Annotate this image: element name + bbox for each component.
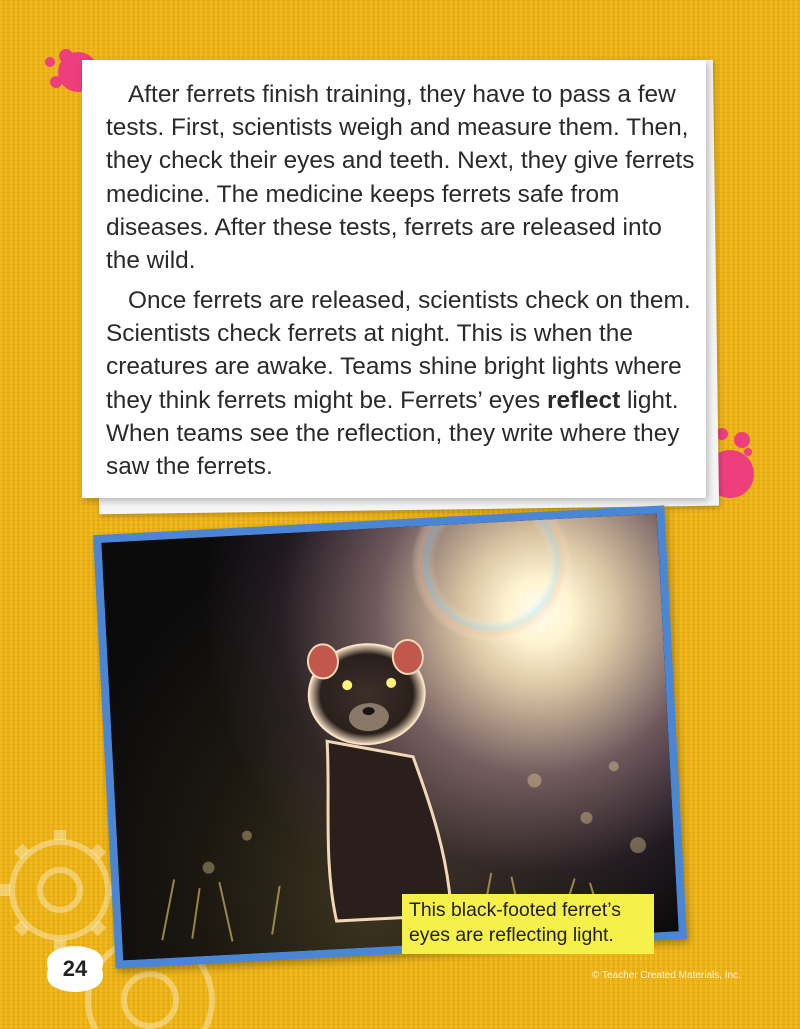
paragraph-2-text-end: light. When teams see the reflection, they write where they saw the ferrets.	[106, 386, 680, 481]
paragraph-1-text: After ferrets finish training, they have to pass a few tests. First, scientists weigh and measure them. Then, they check their eyes and teeth. Next, they give ferrets medicine. The medicine keeps ferrets safe from diseases. After these tests, ferrets are released into the wild.	[106, 81, 695, 275]
paragraph-2	[106, 284, 696, 483]
caption-line-1: This black-footed ferret’s	[409, 899, 621, 921]
paragraph-2-text-start: Once ferrets are released, scientists check on them. Scientists check ferrets at night. This is when the creatures are awake. Teams shine bright lights where they think ferrets might be. Ferrets’ eyes	[106, 287, 691, 414]
glossary-word-reflect: reflect	[547, 386, 621, 414]
photo-caption	[402, 894, 654, 954]
caption-line-2: eyes are reflecting light.	[409, 924, 614, 946]
page-number: 24	[62, 956, 88, 981]
paragraph-1	[106, 78, 696, 277]
copyright-notice: © Teacher Created Materials, Inc.	[592, 970, 741, 981]
page-number-badge	[44, 944, 106, 994]
